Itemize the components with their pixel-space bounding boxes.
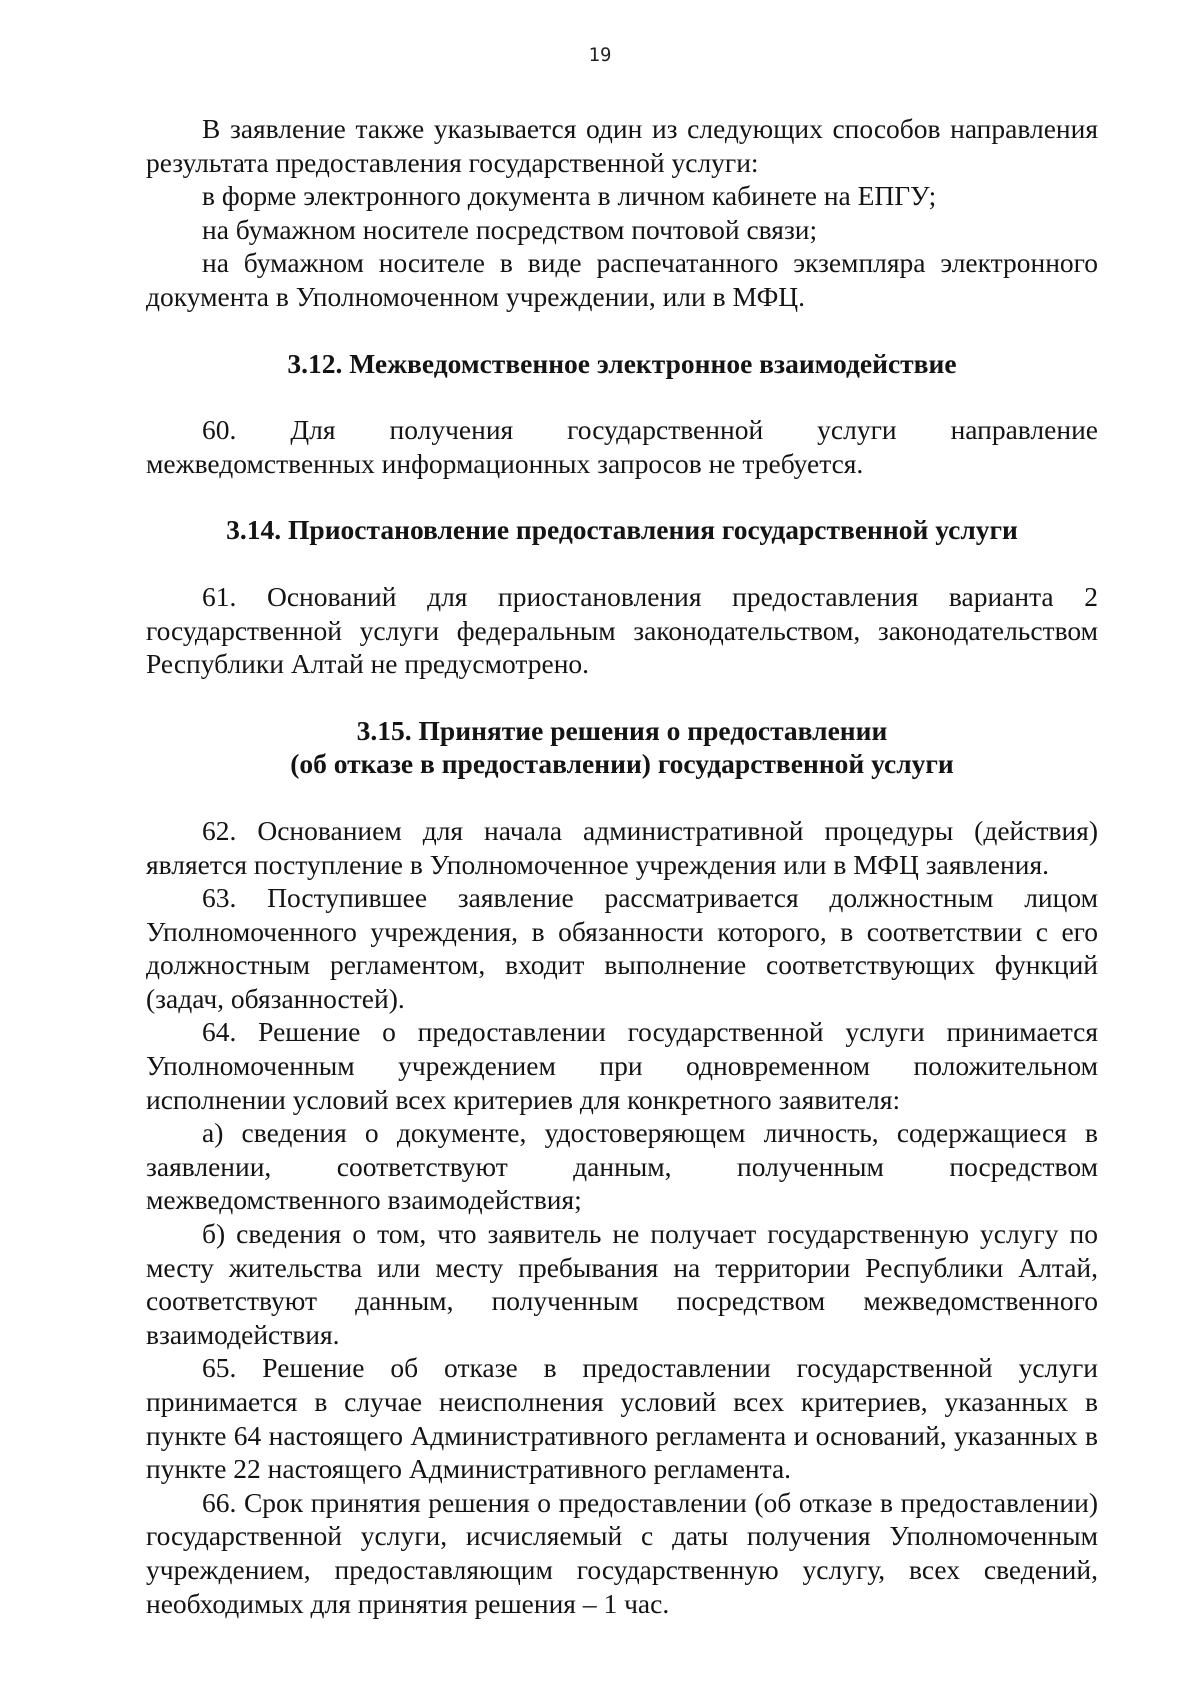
section-heading-3-12: 3.12. Межведомственное электронное взаимодействие — [287, 347, 957, 379]
document-body — [146, 112, 1098, 1620]
paragraph-66: 66. Срок принятия решения о предоставлении (об отказе в предоставлении) государственной услуги, исчисляемый с даты получения Уполномоченным учреждением, предоставляющим государственную услугу, всех сведений, необходимых для принятия решения – 1 час. — [146, 1486, 1098, 1619]
paragraph-61: 61. Оснований для приостановления предоставления варианта 2 государственной услуги федеральным законодательством, законодательством Республики Алтай не предусмотрено. — [146, 580, 1098, 680]
paragraph-64: 64. Решение о предоставлении государственной услуги принимается Уполномоченным учреждением при одновременном положительном исполнении условий всех критериев для конкретного заявителя: — [146, 1016, 1098, 1115]
paragraph-methods-intro: В заявление также указывается один из следующих способов направления результата предоставления государственной услуги: — [146, 113, 1098, 178]
paragraph-63: 63. Поступившее заявление рассматривается должностным лицом Уполномоченного учреждения, в обязанности которого, в соответствии с его должностным регламентом, входит выполнение соответствующих функций (задач, обязанностей). — [146, 882, 1098, 1014]
section-heading-3-15-line1: 3.15. Принятие решения о предоставлении — [356, 714, 888, 746]
section-heading-3-15-line2: (об отказе в предоставлении) государственной услуги — [290, 748, 954, 780]
paragraph-65: 65. Решение об отказе в предоставлении государственной услуги принимается в случае неисполнения условий всех критериев, указанных в пункте 64 настоящего Административного регламента и оснований, указанных в пункте 22 настоящего Административного регламента. — [146, 1352, 1098, 1485]
section-heading-3-14: 3.14. Приостановление предоставления государственной услуги — [226, 514, 1018, 546]
paragraph-method-epgu: в форме электронного документа в личном кабинете на ЕПГУ; — [202, 180, 937, 212]
paragraph-64-a: а) сведения о документе, удостоверяющем личность, содержащиеся в заявлении, соответствуют данным, полученным посредством межведомственного взаимодействия; — [146, 1117, 1098, 1216]
paragraph-62: 62. Основанием для начала административной процедуры (действия) является поступление в Уполномоченное учреждения или в МФЦ заявления. — [146, 814, 1098, 880]
paragraph-method-mail: на бумажном носителе посредством почтовой связи; — [202, 213, 818, 245]
paragraph-64-b: б) сведения о том, что заявитель не получает государственную услугу по месту жительства или месту пребывания на территории Республики Алтай, соответствуют данным, полученным посредством межведомственного взаимодействия. — [146, 1218, 1098, 1350]
paragraph-method-printed: на бумажном носителе в виде распечатанного экземпляра электронного документа в Уполномоченном учреждении, или в МФЦ. — [146, 247, 1098, 312]
paragraph-60: 60. Для получения государственной услуги направление межведомственных информационных запросов не требуется. — [146, 414, 1098, 479]
page-number: 19 — [588, 44, 612, 66]
section-heading-3-15 — [146, 714, 1098, 781]
